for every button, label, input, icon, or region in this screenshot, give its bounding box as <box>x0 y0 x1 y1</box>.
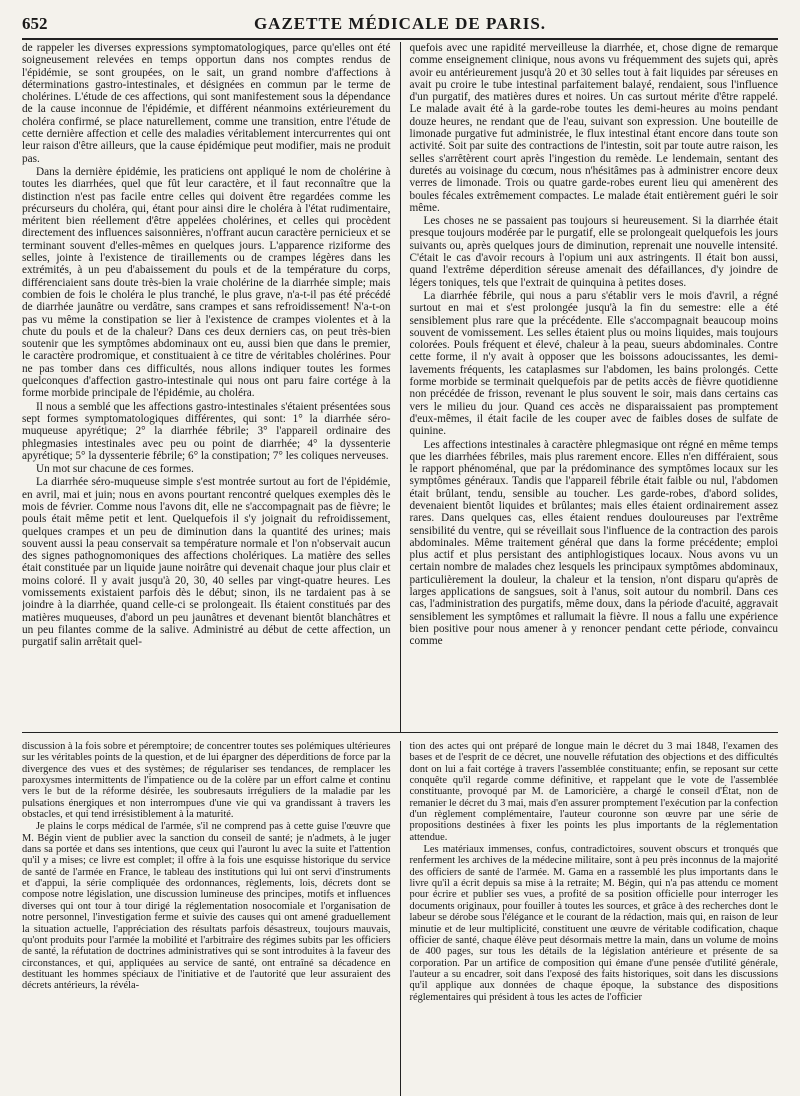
paragraph: Je plains le corps médical de l'armée, s'il ne comprend pas à cette guise l'œuvre que M. Bégin vient de publier avec la sanction du conseil de santé; je n'admets, à le juger dans sa portée et dans ses intentions, que ceux qui l'auront lu avec la suite et l'attention qu'il y a mises; ce livre est complet; il offre à la fois une esquisse historique du service de santé de l'armée en France, le tableau des institutions qui lui ont servi d'instruments et d'appui, la série compliquée des ordonnances, règlements, lois, décrets dont se compose notre législation, une discussion lumineuse des principes, motifs et influences diverses qui ont tour à tour dirigé la réglementation nosocomiale et l'organisation de notre personnel, l'investigation ferme et suivie des causes qui ont amené graduellement la situation actuelle, l'appréciation des résultats parfois désastreux, toujours mauvais, qu'ont produits pour l'armée la mobilité et l'arbitraire des régimes subits par les officiers de santé, la réfutation de doctrines administratives qui se sont introduites à la faveur des circonstances, et qui, appliquées au service de santé, ont entraîné sa décadence en destituant les hommes spéciaux de l'initiative et de l'autorité que leur assuraient des décrets antérieurs, la révéla- <box>22 821 391 992</box>
paragraph: Les affections intestinales à caractère phlegmasique ont régné en même temps que les diarrhées fébriles, mais plus rarement encore. Elles n'en différaient, sous le rapport phénoménal, que par la prédominance des symptômes locaux sur les symptômes généraux. Tandis que l'appareil fébrile était faible ou nul, l'abdomen était brûlant, tendu, sensible au toucher. Les garde-robes, d'abord solides, devenaient bientôt liquides et brûlantes; mais elles étaient ordinairement assez rares. Dans quelques cas, elles étaient rendues douloureuses par l'extrême sensibilité du ventre, qui se réveillait sous l'influence de la contraction des parois abdominales. Même traitement général que dans la forme précédente; emploi plus actif et plus persistant des antiphlogistiques locaux. Nous avons vu un certain nombre de malades chez lesquels les principaux symptômes abdominaux, particulièrement la douleur, la chaleur et la tension, n'ont disparu qu'après de larges applications de sangsues, soit à l'anus, soit autour du nombril. Dans ces cas, l'administration des purgatifs, même doux, dans la période d'acuité, aggravait sensiblement les symptômes et rallumait la fièvre. Il nous a fallu une expérience bien positive pour nous amener à y renoncer pendant cette période, convaincu comme <box>409 438 778 648</box>
paragraph: quefois avec une rapidité merveilleuse la diarrhée, et, chose digne de remarque comme enseignement clinique, nous avons vu fréquemment des sujets qui, après avoir eu antérieurement jusqu'à 20 et 30 selles tout à fait liquides par séreuses en avait pu croire le tube intestinal parfaitement balayé, rendaient, sous l'influence d'un purgatif, des matières dures et noires. Un cas surtout mérite d'être rappelé. Le malade avait été à la garde-robe toutes les demi-heures au moins pendant douze heures, ne rendant que de l'eau, suivant son expression. Une bouteille de limonade purgative fut administrée, le flux intestinal étant encore dans toute son activité. Soit par suite des contractions de l'intestin, soit par toute autre raison, les selles s'arrêtèrent court après l'ingestion du remède. Le lendemain, sentant des duretés au voisinage du cœcum, nous n'hésitâmes pas à administrer encore deux verres de limonade. Trois ou quatre garde-robes eurent lieu qui amenèrent des boules fécales extrêmement compactes. Le malade était entièrement guéri le soir même. <box>409 42 778 214</box>
paragraph: discussion à la fois sobre et péremptoire; de concentrer toutes ses polémiques ultérieures sur les véritables points de la question, et de lui épargner des déperditions de force par la divergence des vues et des systèmes; de régulariser ses tendances, de remplacer les paroxysmes intermittents de l'impatience ou de la colère par un effort calme et continu vers le but de la réforme désirée, les soubresauts irréguliers de la maladie par les pulsations énergiques et non interrompues d'une vie qui va grandissant à travers les obstacles, et qui tend irrésistiblement à la maturité. <box>22 741 391 821</box>
paragraph: Les choses ne se passaient pas toujours si heureusement. Si la diarrhée était presque toujours modérée par le purgatif, elle se prolongeait quelquefois les jours suivants ou, après quelques jours de diminution, reprenait une nouvelle intensité. C'était le cas d'avoir recours à l'opium uni aux astringents. Il était bon aussi, quand l'extrême déperdition séreuse amenait des défaillances, d'y joindre de légers toniques, tels que l'extrait de quinquina à petites doses. <box>409 215 778 289</box>
paragraph: tion des actes qui ont préparé de longue main le décret du 3 mai 1848, l'examen des bases et de l'esprit de ce décret, une nouvelle réfutation des objections et des difficultés dont on lui a fait cortége à travers l'assemblée constituante; enfin, se reposant sur cette conquête qu'il regarde comme définitive, et rappelant que le vote de l'assemblée constituante, provoqué par M. de Lamoricière, a chargé le conseil d'État, non de remanier le décret du 3 mai, mais d'en assurer promptement l'exécution par la confection d'un règlement complémentaire, l'auteur couronne son œuvre par une série de propositions destinées à fixer les points les plus importants de la réglementation attendue. <box>409 741 778 843</box>
article-band-bottom <box>22 741 778 1096</box>
paragraph: Dans la dernière épidémie, les praticiens ont appliqué le nom de cholérine à toutes les diarrhées, quel que fût leur caractère, et il faut reconnaître que la distinction n'est pas facile entre celles qui doivent être regardées comme les précurseurs du choléra, qui, étant pour ainsi dire le choléra à l'état rudimentaire, méritent bien réellement d'être appelées cholérines, et celles qui procèdent directement des influences saisonnières, n'offrant aucun caractère pernicieux et se terminant souvent d'elles-mêmes en quelques jours. L'apparence riziforme des selles, jointe à l'existence de tiraillements ou de crampes légères dans les extrémités, à un peu d'abaissement du pouls et de la température du corps, différenciaient sans doute très-bien la vraie cholérine de la diarrhée simple; mais combien de fois le choléra le plus tranché, le plus grave, n'a-t-il pas été précédé de diarrhée jaunâtre ou verdâtre, sans crampes et sans refroidissement! N'a-t-on pas vu même la constipation se lier à l'existence de crampes violentes et à la chute du pouls et de la chaleur? Dans ces deux derniers cas, on peut très-bien soutenir que les symptômes abdominaux ont eu, aussi bien que dans le premier, le caractère prodromique, et constituaient à ce titre de véritables cholérines. Pour ne pas tomber dans ces difficultés, nous allons indiquer toutes les formes quelconques d'affection gastro-intestinale qui nous ont paru faire cortége à la forme morbide principale de l'épidémie, au choléra. <box>22 165 391 400</box>
column-top-right <box>401 42 779 732</box>
column-bottom-right <box>401 741 779 1096</box>
article-band-top <box>22 42 778 733</box>
paragraph: Les matériaux immenses, confus, contradictoires, souvent obscurs et tronqués que renferment les archives de la médecine militaire, sont à peu près inconnus de la majorité des officiers de santé de l'armée. M. Gama en a rassemblé les plus importants dans le livre qu'il a écrit depuis sa mise à la retraite; M. Bégin, qui n'a pas attendu ce moment pour écrire et publier ses vues, a profité de sa position officielle pour interroger les documents originaux, pour fouiller à toutes les sources, et grâce à des recherches dont le labeur se dérobe sous l'élégance et le courant de la rédaction, mais qui, en raison de leur minutie et de leur multiplicité, constituent une œuvre de véritable codification, chaque officier de santé, chaque élève peut désormais mettre la main, dans un volume de moins de 400 pages, sur tous les détails de la législation antérieure et présente de sa corporation. Par un artifice de composition qui émane d'une pensée d'utilité générale, l'auteur a su encadrer, soit dans l'exposé des faits historiques, soit dans les discussions qu'il applique aux données de chaque époque, la substance des dispositions réglementaires qui président à tous les actes de l'officier <box>409 844 778 1003</box>
paragraph: Il nous a semblé que les affections gastro-intestinales s'étaient présentées sous sept formes symptomatologiques différentes, qui sont: 1° la diarrhée séro-muqueuse apyrétique; 2° la diarrhée fébrile; 3° l'appareil ordinaire des phlegmasies intestinales avec peu ou point de diarrhée; 4° la dyssenterie apyrétique; 5° la dyssenterie fébrile; 6° la constipation; 7° les coliques nerveuses. <box>22 400 391 462</box>
paragraph: de rappeler les diverses expressions symptomatologiques, parce qu'elles ont été soigneusement relevées en temps opportun dans nos comptes rendus de l'épidémie, se sont groupées, on le sait, un grand nombre d'affections à déterminations gastro-intestinales, et désignées en commun par le terme de cholérines. L'étude de ces affections, qui sont manifestement sous la dépendance de la cause inconnue de l'épidémie, et différent néanmoins extérieurement du choléra confirmé, se place naturellement, comme une transition, entre l'étude de cette dernière affection et celle des maladies véritablement intercurrentes qui ont leur raison d'être ailleurs, que la cause épidémique peut modifier, mais ne produit pas. <box>22 42 391 165</box>
page-header <box>22 12 778 40</box>
journal-title: GAZETTE MÉDICALE DE PARIS. <box>253 14 547 33</box>
page-number: 652 <box>22 14 48 33</box>
paragraph: La diarrhée fébrile, qui nous a paru s'établir vers le mois d'avril, a régné surtout en mai et s'est prolongée jusqu'à la fin du semestre: elle a été sensiblement plus rare que la précédente. Elle s'accompagnait beaucoup moins souvent de vomissement. Les selles étaient plus ou moins liquides, mais toujours colorées. Pouls fréquent et élevé, chaleur à la peau, sueurs abdominales. Contre cette forme, il n'y avait à opposer que les boissons adoucissantes, les demi-lavements fréquents, les cataplasmes sur l'abdomen, les bains prolongés. Cette forme morbide se terminait quelquefois par de petits accès de fièvre quotidienne non précédée de frisson, revenant le plus souvent le soir, mais dans certains cas vers le milieu du jour. Quand ces accès ne disparaissaient pas promptement d'eux-mêmes, il était facile de les couper avec de faibles doses de sulfate de quinine. <box>409 289 778 438</box>
column-bottom-left <box>22 741 401 1096</box>
paragraph: La diarrhée séro-muqueuse simple s'est montrée surtout au fort de l'épidémie, en avril, mai et juin; nous en avons pourtant rencontré quelques exemples dès le mois de février. Comme nous l'avons dit, elle ne s'accompagnait pas de fièvre; le pouls était même petit et lent. Quelquefois il s'y joignait du refroidissement, quelques crampes et un peu de diminution dans la quantité des urines; mais souvent aussi la peau conservait sa température normale et l'on n'observait aucun des signes pathognomoniques des affections cholériques. La matière des selles était constituée par un liquide jaune noirâtre qui devenait chaque jour plus clair et moins coloré. Il y avait jusqu'à 20, 30, 40 selles par vingt-quatre heures. Les vomissements existaient parfois dès le début; sinon, ils ne tardaient pas à se joindre à la diarrhée, quand celle-ci se prolongeait. Ils étaient constitués par des matières muqueuses, d'abord un peu jaunâtres et devenant bientôt blanchâtres et un peu filantes comme de la salive. Administré au début de cette affection, un purgatif salin arrêtait quel- <box>22 476 391 649</box>
column-top-left <box>22 42 401 732</box>
paragraph: Un mot sur chacune de ces formes. <box>36 463 194 476</box>
